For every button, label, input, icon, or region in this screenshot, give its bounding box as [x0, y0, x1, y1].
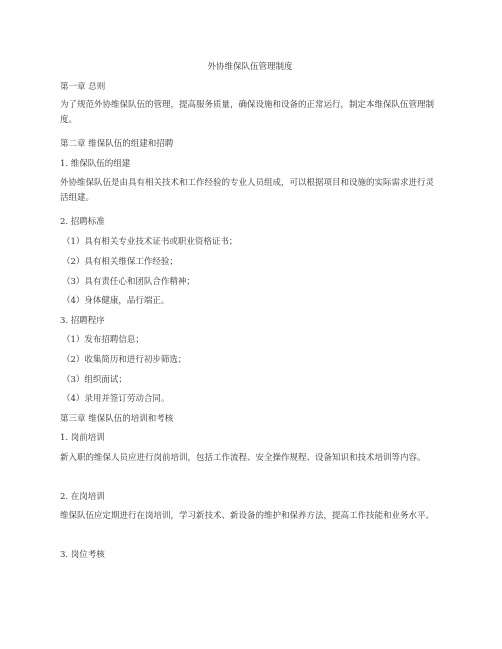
list-item: （1）具有相关专业技术证书或职业资格证书；: [62, 237, 238, 247]
section-heading: 3. 岗位考核: [60, 550, 105, 560]
section-heading: 1. 维保队伍的组建: [60, 159, 131, 169]
document-title: 外协维保队伍管理制度: [207, 62, 293, 72]
list-item: （3）组织面试；: [62, 375, 127, 385]
list-item: （1）发布招聘信息；: [62, 335, 144, 345]
section-heading: 2. 在岗培训: [60, 492, 105, 502]
list-item: （4）录用并签订劳动合同。: [62, 394, 170, 404]
paragraph: 新入职的维保人员应进行岗前培训，包括工作流程、安全操作规程、设备知识和技术培训等内容。: [60, 453, 426, 463]
paragraph: 外协维保队伍是由具有相关技术和工作经验的专业人员组成，可以根据项目和设施的实际需求进行灵活组建。: [60, 178, 435, 203]
chapter-2-heading: 第二章 维保队伍的组建和招聘: [60, 139, 174, 149]
list-item: （2）具有相关维保工作经验；: [62, 257, 178, 267]
list-item: （2）收集简历和进行初步筛选；: [62, 355, 187, 365]
paragraph: 为了规范外协维保队伍的管理，提高服务质量，确保设施和设备的正常运行，制定本维保队伍管理制度。: [60, 100, 435, 125]
paragraph: 维保队伍应定期进行在岗培训，学习新技术、新设备的维护和保养方法，提高工作技能和业务水平。: [60, 511, 435, 521]
chapter-1-heading: 第一章 总则: [60, 82, 106, 92]
section-heading: 3. 招聘程序: [60, 316, 105, 326]
chapter-3-heading: 第三章 维保队伍的培训和考核: [60, 414, 174, 424]
list-item: （4）身体健康，品行端正。: [62, 296, 170, 306]
section-heading: 2. 招聘标准: [60, 217, 105, 227]
list-item: （3）具有责任心和团队合作精神；: [62, 277, 195, 287]
section-heading: 1. 岗前培训: [60, 433, 105, 443]
